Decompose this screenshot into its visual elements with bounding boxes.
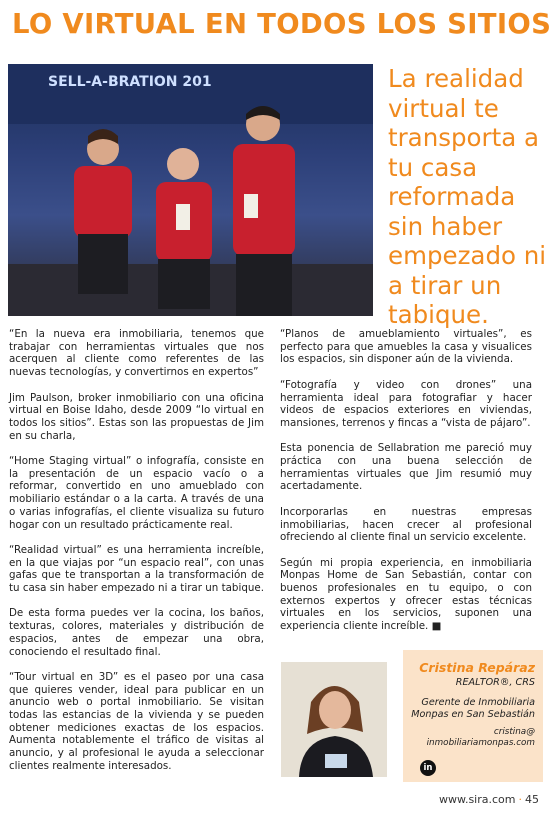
photo-banner-text: SELL-A-BRATION 201 <box>48 74 212 90</box>
article-column-right <box>280 328 532 646</box>
paragraph: “Tour virtual en 3D” es el paseo por una casa que quieres vender, ideal para publicar en un anuncio web o portal inmobiliario. Se visitan todas las estancias de la vivienda y se pueden obtener mediciones exactas de los espacios. Aumenta notablemente el tráfico de visitas al anuncio, y al profesional le ayuda a seleccionar clientes realmente interesados. <box>9 670 264 772</box>
footer-site[interactable]: www.sira.com <box>438 793 516 806</box>
paragraph: “Planos de amueblamiento virtuales”, es perfecto para que amuebles la casa y visualices los espacios, sin disponer aún de la vivienda. <box>280 328 532 366</box>
author-portrait <box>281 662 387 777</box>
paragraph: Según mi propia experiencia, en inmobiliaria Monpas Home de San Sebastián, contar con buenos profesionales en tu equipo, o con externos expertos y ofrecer estas técnicas virtuales en los servicios, suponen una experiencia cliente increíble. ■ <box>280 556 532 633</box>
author-email[interactable] <box>403 727 535 749</box>
paragraph: “Fotografía y video con drones” una herramienta ideal para fotografiar y hacer videos de espacios exteriores en viviendas, mansiones, terrenos y fincas a “vista de pájaro”. <box>280 378 532 429</box>
conference-photo-illustration <box>8 64 373 316</box>
paragraph: “Home Staging virtual” o infografía, consiste en la presentación de un espacio vacío o a reformar, convertido en uno amueblado con mobiliario estándar o a la carta. A través de una o varias infografías, el cliente visualiza su futuro hogar con un resultado prácticamente real. <box>9 455 264 531</box>
page-number: 45 <box>525 793 539 806</box>
paragraph: “En la nueva era inmobiliaria, tenemos que trabajar con herramientas virtuales que nos acerquen al cliente como referentes de las nuevas tecnologías, y convertirnos en expertos” <box>9 328 264 379</box>
paragraph: “Realidad virtual” es una herramienta increíble, en la que viajas por “un espacio real”, con unas gafas que te transportan a la transformación de tu casa sin haber empezado ni a tirar un tabique. <box>9 543 264 595</box>
paragraph: Esta ponencia de Sellabration me pareció muy práctica con una buena selección de herramientas virtuales que Jim resumió muy acertadamente. <box>280 442 532 493</box>
author-role: Gerente de Inmobiliaria Monpas en San Sebastián <box>411 697 535 720</box>
footer-separator: · <box>518 793 522 806</box>
author-email-domain: inmobiliariamonpas.com <box>426 738 535 748</box>
linkedin-icon[interactable]: in <box>420 760 436 776</box>
page-footer <box>439 793 539 806</box>
author-name: Cristina Repáraz <box>419 660 535 675</box>
conference-photo <box>8 64 373 316</box>
author-credentials: REALTOR®, CRS <box>455 677 535 688</box>
pull-quote: La realidad virtual te transporta a tu casa reformada sin haber empezado ni a tirar un tabique. <box>388 64 547 329</box>
author-email-user: cristina@ <box>493 727 535 737</box>
paragraph: De esta forma puedes ver la cocina, los baños, texturas, colores, materiales y distribución de espacios, antes de empezar una obra, conociendo el resultado final. <box>9 607 264 658</box>
paragraph: Incorporarlas en nuestras empresas inmobiliarias, hacen crecer al profesional ofreciendo al cliente final un servicio excelente. <box>280 505 532 544</box>
paragraph: Jim Paulson, broker inmobiliario con una oficina virtual en Boise Idaho, desde 2009 “lo virtual en todos los sitios”. Estas son las propuestas de Jim en su charla, <box>9 391 264 442</box>
article-column-left <box>9 328 264 785</box>
article-title: LO VIRTUAL EN TODOS LOS SITIOS <box>12 8 552 40</box>
author-photo <box>281 662 387 777</box>
